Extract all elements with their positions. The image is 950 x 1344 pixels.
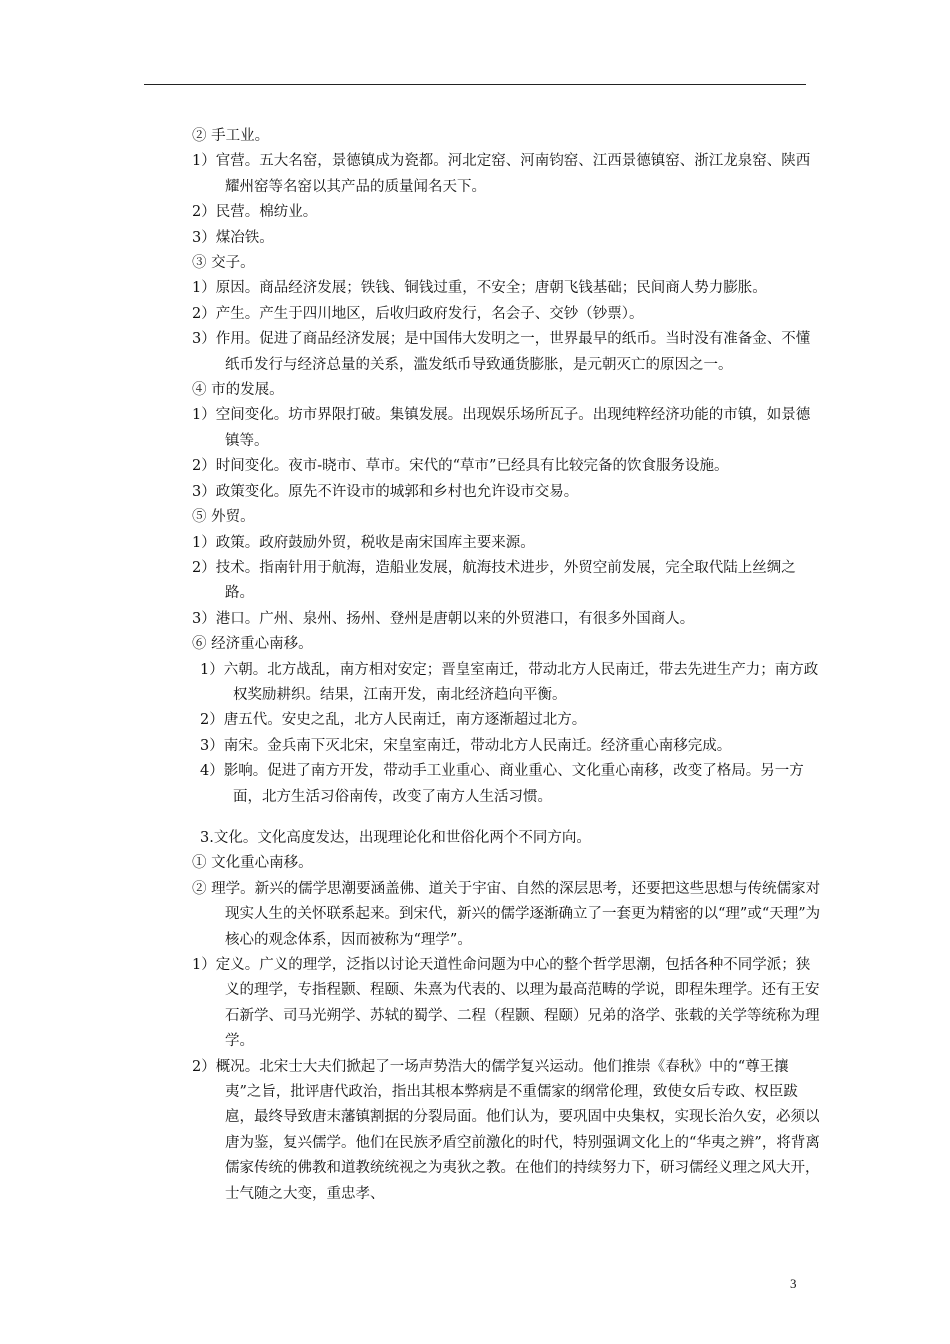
paragraph: 2）技术。指南针用于航海，造船业发展，航海技术进步，外贸空前发展，完全取代陆上丝绸之路。 [192, 559, 796, 602]
paragraph: 1）空间变化。坊市界限打破。集镇发展。出现娱乐场所瓦子。出现纯粹经济功能的市镇，如景德镇等。 [192, 407, 811, 449]
paragraph: 3.文化。文化高度发达，出现理论化和世俗化两个不同方向。 [200, 829, 591, 846]
paragraph: ③ 交子。 [192, 255, 255, 272]
paragraph: 1）定义。广义的理学，泛指以讨论天道性命问题为中心的整个哲学思潮，包括各种不同学派；狭义的理学，专指程颢、程颐、朱熹为代表的、以理为最高范畴的学说，即程朱理学。还有王安石新学、司马光朔学、苏轼的蜀学、二程（程颢、程颐）兄弟的洛学、张载的关学等统称为理学。 [192, 957, 820, 1050]
paragraph: 1）政策。政府鼓励外贸，税收是南宋国库主要来源。 [192, 534, 535, 551]
paragraph: ⑥ 经济重心南移。 [192, 636, 313, 653]
header-rule [144, 84, 806, 85]
paragraph: 3）煤冶铁。 [192, 229, 274, 246]
paragraph: 1）官营。五大名窑，景德镇成为瓷都。河北定窑、河南钧窑、江西景德镇窑、浙江龙泉窑、陕西耀州窑等名窑以其产品的质量闻名天下。 [192, 153, 811, 195]
paragraph-gap [192, 810, 824, 826]
paragraph: 3）港口。广州、泉州、扬州、登州是唐朝以来的外贸港口，有很多外国商人。 [192, 610, 695, 627]
paragraph: ② 手工业。 [192, 128, 270, 144]
paragraph: 2）时间变化。夜市-晓市、草市。宋代的“草市”已经具有比较完备的饮食服务设施。 [192, 458, 729, 475]
paragraph: 3）南宋。金兵南下灭北宋，宋皇室南迁，带动北方人民南迁。经济重心南移完成。 [200, 737, 732, 754]
paragraph: ① 文化重心南移。 [192, 855, 313, 872]
paragraph: ② 理学。新兴的儒学思潮要涵盖佛、道关于宇宙、自然的深层思考，还要把这些思想与传统儒家对现实人生的关怀联系起来。到宋代，新兴的儒学逐渐确立了一套更为精密的以“理”或“天理”为核心的观念体系，因而被称为“理学”。 [192, 880, 821, 948]
paragraph: 2）民营。棉纺业。 [192, 204, 318, 221]
paragraph: 1）六朝。北方战乱，南方相对安定；晋皇室南迁，带动北方人民南迁，带去先进生产力；南方政权奖励耕织。结果，江南开发，南北经济趋向平衡。 [200, 661, 819, 703]
paragraph: 2）产生。产生于四川地区，后收归政府发行，名会子、交钞（钞票）。 [192, 305, 644, 322]
paragraph: 2）概况。北宋士大夫们掀起了一场声势浩大的儒学复兴运动。他们推崇《春秋》中的“尊王攘夷”之旨，批评唐代政治，指出其根本弊病是不重儒家的纲常伦理，致使女后专政、权臣跋扈，最终导致唐末藩镇割据的分裂局面。他们认为，要巩固中央集权，实现长治久安，必须以唐为鉴，复兴儒学。他们在民族矛盾空前激化的时代，特别强调文化上的“华夷之辨”，将背离儒家传统的佛教和道教统统视之为夷狄之教。在他们的持续努力下，研习儒经义理之风大开，士气随之大变，重忠孝、 [192, 1058, 820, 1202]
section-economy [192, 124, 824, 810]
paragraph: ⑤ 外贸。 [192, 509, 255, 526]
paragraph: 4）影响。促进了南方开发，带动手工业重心、商业重心、文化重心南移，改变了格局。另一方面，北方生活习俗南传，改变了南方人生活习惯。 [200, 763, 804, 805]
page-number: 3 [790, 1276, 797, 1291]
paragraph: 1）原因。商品经济发展；铁钱、铜钱过重，不安全；唐朝飞钱基础；民间商人势力膨胀。 [192, 280, 767, 297]
paragraph: 3）政策变化。原先不许设市的城郭和乡村也允许设市交易。 [192, 483, 579, 500]
paragraph: 2）唐五代。安史之乱，北方人民南迁，南方逐渐超过北方。 [200, 712, 587, 729]
document-body [192, 124, 824, 1207]
section-culture [192, 826, 824, 1207]
paragraph: ④ 市的发展。 [192, 382, 284, 399]
paragraph: 3）作用。促进了商品经济发展；是中国伟大发明之一，世界最早的纸币。当时没有准备金、不懂纸币发行与经济总量的关系，滥发纸币导致通货膨胀，是元朝灭亡的原因之一。 [192, 331, 811, 373]
